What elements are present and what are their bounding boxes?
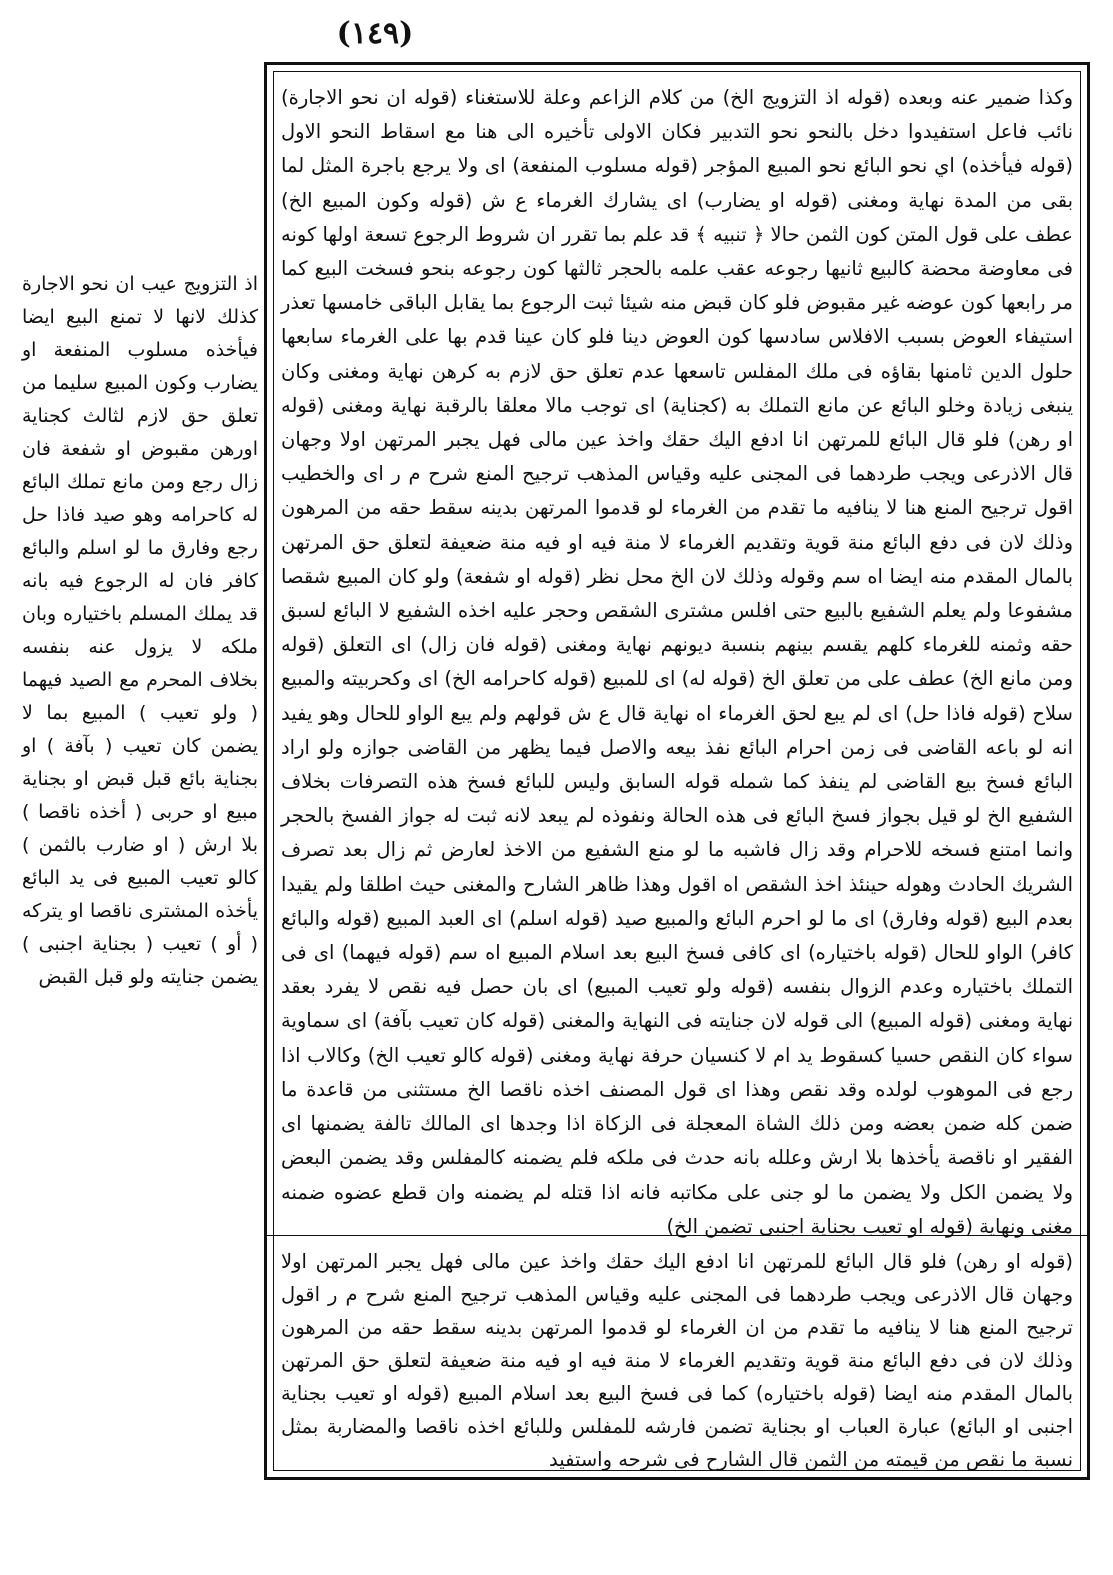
page-number: (١٤٩) bbox=[336, 16, 414, 51]
footnote-text: (قوله او رهن) فلو قال البائع للمرتهن انا ادفع اليك حقك واخذ عين مالى فهل يجبر المرتهن اولا وجهان قال الاذرعى ويجب طردهما فى المجنى عليه وقياس المذهب ترجيح المنع شرح م ر اقول ترجيح المنع هنا لا ينافيه ما تقدم من ان الغرماء لو قدموا المرتهن بدينه سقط حقه من المرهون وذلك لان فى دفع البائع منة قوية وتقديم الغرماء لا منة فيه او فيه منة ضعيفة لتعلق حق المرتهن بالمال المقدم منه ايضا (قوله باختياره) كما فى فسخ البيع بعد اسلام المبيع (قوله او تعيب بجناية اجنبى او البائع) عبارة العباب او بجناية تضمن فارشه للمفلس وللبائع اخذه ناقصا والمضاربة بمثل نسبة ما نقص من قيمته من الثمن قال الشارح فى شرحه واستفيد bbox=[281, 1250, 1073, 1471]
footnote-separator bbox=[267, 1235, 1087, 1236]
main-commentary-text: وكذا ضمير عنه وبعده (قوله اذ التزويج الخ) من كلام الزاعم وعلة للاستغناء (قوله ان نحو الاجارة) نائب فاعل استفيدوا دخل بالنحو نحو التدبير فكان الاولى تأخيره الى هنا مع اسقاط النحو الاول (قوله فيأخذه) اي نحو البائع نحو المبيع المؤجر (قوله مسلوب المنفعة) اى ولا يرجع باجرة المثل لما بقى من المدة نهاية ومغنى (قوله او يضارب) اى يشارك الغرماء ع ش (قوله وكون المبيع الخ) عطف على قول المتن كون الثمن حالا ﴿ تنبيه ﴾ قد علم بما تقرر ان شروط الرجوع تسعة اولها كونه فى معاوضة محضة كالبيع ثانيها رجوعه عقب علمه بالحجر ثالثها كون رجوعه بنحو فسخت البيع كما مر رابعها كون عوضه غير مقبوض فلو كان قبض منه شيئا ثبت الرجوع بما يقابل الباقى خامسها تعذر استيفاء العوض بسبب الافلاس سادسها كون العوض دينا فلو كان عينا قدم بها على الغرماء سابعها حلول الدين ثامنها بقاؤه فى ملك المفلس تاسعها عدم تعلق حق لازم به كرهن نهاية ومغنى وكان ينبغى زيادة وخلو البائع عن مانع التملك به (كجناية) اى توجب مالا معلقا بالرقبة نهاية ومغنى (قوله او رهن) فلو قال البائع للمرتهن انا ادفع اليك حقك واخذ عين مالى فهل يجبر المرتهن اولا وجهان قال الاذرعى ويجب طردهما فى المجنى عليه وقياس المذهب ترجيح المنع شرح م ر اى والخطيب اقول ترجيح المنع هنا لا ينافيه ما تقدم من الغرماء لو قدموا المرتهن بدينه سقط حقه من المرهون وذلك لان فى دفع البائع منة قوية وتقديم الغرماء لا منة فيه او فيه منة ضعيفة لتعلق حق المرتهن بالمال المقدم منه ايضا اه سم وقوله وذلك لان الخ محل نظر (قوله او شفعة) ولو كان المبيع شقصا مشفوعا ولم يعلم الشفيع بالبيع حتى افلس مشترى الشقص وحجر عليه اخذه الشفيع لا البائع لسبق حقه وثمنه للغرماء كلهم يقسم بينهم بنسبة ديونهم نهاية ومغنى (قوله فان زال) اى التعلق (قوله ومن مانع الخ) عطف على من تعلق الخ (قوله له) اى للمبيع (قوله كاحرامه الخ) اى وكحربيته والمبيع سلاح (قوله فاذا حل) اى لم يبع لحق الغرماء اه نهاية قال ع ش قولهم ولم يبع الواو للحال وهو يفيد انه لو باعه القاضى فى زمن احرام البائع نفذ بيعه والاصل فيما يظهر من القاضى جوازه ولو اراد البائع فسخ بيع القاضى لم ينفذ كما شمله قوله السابق وليس للبائع فسخ هذه التصرفات بخلاف الشفيع الخ لو قيل بجواز فسخ البائع فى هذه الحالة ونفوذه لم يبعد لانه ثبت له جواز الفسخ بالحجر وانما امتنع فسخه للاحرام وقد زال فاشبه ما لو منع الشفيع من الاخذ لعارض ثم زال بعد تصرف الشريك الحادث وهوله حينئذ اخذ الشقص اه اقول وهذا ظاهر الشارح والمغنى حيث اطلقا ولم يقيدا بعدم البيع (قوله وفارق) اى ما لو احرم البائع والمبيع صيد (قوله اسلم) اى العبد المبيع (قوله والبائع كافر) الواو للحال (قوله باختياره) اى كافى فسخ البيع بعد اسلام المبيع اه سم (قوله فيهما) اى فى التملك باختياره وعدم الزوال بنفسه (قوله ولو تعيب المبيع) اى بان حصل فيه نقص لا يفرد بعقد نهاية ومغنى (قوله المبيع) الى قوله لان جنايته فى النهاية والمغنى (قوله كان تعيب بآفة) اى سماوية سواء كان النقص حسيا كسقوط يد ام لا كنسيان حرفة نهاية ومغنى (قوله كالو تعيب الخ) وكالاب اذا رجع فى الموهوب لولده وقد نقص وهذا اى قول المصنف اخذه ناقصا الخ مستثنى من قاعدة ما ضمن كله ضمن بعضه ومن ذلك الشاة المعجلة فى الزكاة اذا وجدها اى المالك تالفة يضمنها اى الفقير او ناقصة يأخذها بلا ارش وعلله بانه حدث فى ملكه فلم يضمنه كالمفلس وقد يضمن البعض ولا يضمن الكل ولا يضمن ما لو جنى على مكاتبه فانه اذا قتله لم يضمنه وان قطع عضوه ضمنه مغنى ونهاية (قوله او تعيب بجناية اجنبى تضمن الخ) bbox=[281, 86, 1073, 1238]
text-frame bbox=[264, 62, 1090, 1480]
margin-matn-text: اذ التزويج عيب ان نحو الاجارة كذلك لانها لا تمنع البيع ايضا فيأخذه مسلوب المنفعة او يضارب وكون المبيع سليما من تعلق حق لازم لثالث كجناية اورهن مقبوض او شفعة فان زال رجع ومن مانع تملك البائع له كاحرامه وهو صيد فاذا حل رجع وفارق ما لو اسلم والبائع كافر فان له الرجوع فيه بانه قد يملك المسلم باختياره وبان ملكه لا يزول عنه بنفسه بخلاف المحرم مع الصيد فيهما ( ولو تعيب ) المبيع بما لا يضمن كان تعيب ( بآفة ) او بجناية بائع قبل قبض او بجناية مبيع او حربى ( أخذه ناقصا ) بلا ارش ( او ضارب بالثمن ) كالو تعيب المبيع فى يد البائع يأخذه المشترى ناقصا او يتركه ( أو ) تعيب ( بجناية اجنبى ) يضمن جنايته ولو قبل القبض bbox=[22, 273, 258, 988]
